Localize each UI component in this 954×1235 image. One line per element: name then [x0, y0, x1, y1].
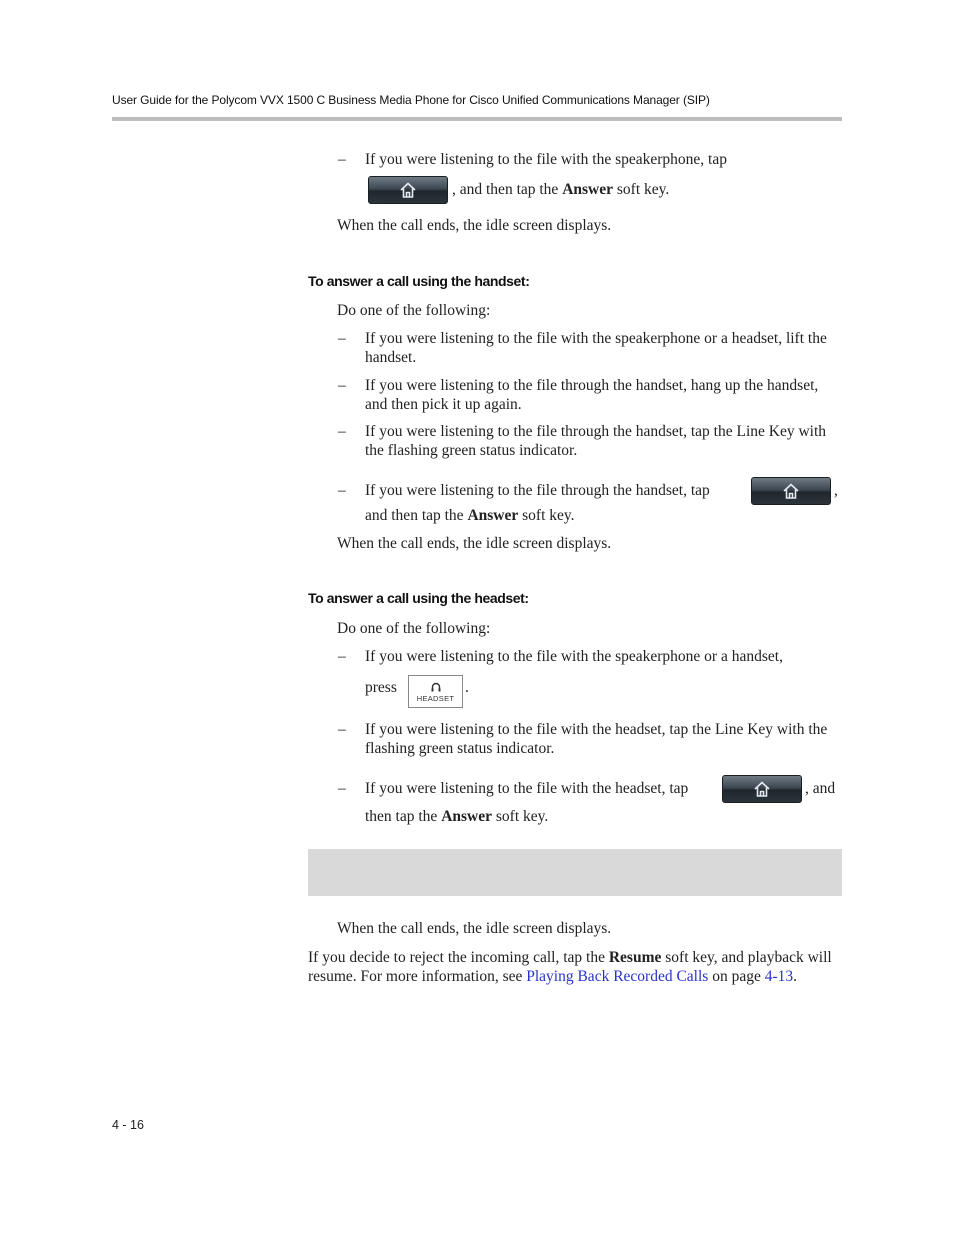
- headset-button-label: HEADSET: [416, 693, 455, 703]
- home-icon: [398, 181, 418, 199]
- list-item-continuation: , and then tap the Answer soft key.: [452, 181, 670, 198]
- bullet-dash: –: [338, 780, 346, 797]
- headset-button: [408, 675, 463, 708]
- home-button: [722, 775, 802, 803]
- list-item-continuation: and then tap the Answer soft key.: [365, 507, 575, 524]
- bullet-dash: –: [338, 377, 346, 394]
- paragraph: When the call ends, the idle screen displays.: [337, 217, 612, 234]
- bullet-dash: –: [338, 721, 346, 738]
- procedure-heading: To answer a call using the handset:: [308, 273, 530, 289]
- bullet-dash: –: [338, 423, 346, 440]
- list-item-continuation: press: [365, 679, 397, 696]
- list-item: If you were listening to the file through the handset, hang up the handset, and then pick it up again.: [365, 377, 819, 413]
- list-item: If you were listening to the file with the headset, tap the Line Key with the flashing green status indicator.: [365, 721, 828, 757]
- list-item: If you were listening to the file with the speakerphone or a handset,: [365, 648, 783, 665]
- paragraph: Do one of the following:: [337, 302, 491, 319]
- punctuation: .: [465, 679, 469, 696]
- headset-icon: [430, 681, 442, 693]
- list-item-continuation: , and: [805, 780, 836, 797]
- bullet-dash: –: [338, 330, 346, 347]
- bullet-dash: –: [338, 151, 346, 168]
- list-item: If you were listening to the file with the headset, tap: [365, 780, 689, 797]
- list-item: If you were listening to the file through the handset, tap: [365, 482, 710, 499]
- list-item: If you were listening to the file with the speakerphone, tap: [365, 151, 727, 168]
- paragraph: When the call ends, the idle screen displays.: [337, 920, 612, 937]
- home-button: [751, 477, 831, 505]
- list-item: If you were listening to the file through the handset, tap the Line Key with the flashing green status indicator.: [365, 423, 827, 459]
- paragraph: Do one of the following:: [337, 620, 491, 637]
- list-item: If you were listening to the file with the speakerphone or a headset, lift the handset.: [365, 330, 827, 366]
- link-page-4-13[interactable]: 4-13: [764, 968, 794, 985]
- header-rule: [112, 117, 842, 121]
- punctuation: ,: [834, 482, 838, 499]
- home-icon: [781, 482, 801, 500]
- paragraph: When the call ends, the idle screen displays.: [337, 535, 612, 552]
- page-number: 4 - 16: [112, 1118, 144, 1132]
- note-box: [308, 849, 842, 896]
- bullet-dash: –: [338, 648, 346, 665]
- bullet-dash: –: [338, 482, 346, 499]
- home-icon: [752, 780, 772, 798]
- list-item-continuation: then tap the Answer soft key.: [365, 808, 549, 825]
- home-button: [368, 176, 448, 204]
- procedure-heading: To answer a call using the headset:: [308, 590, 529, 606]
- link-playing-back-recorded-calls[interactable]: Playing Back Recorded Calls: [526, 968, 709, 985]
- paragraph-reject: If you decide to reject the incoming call, tap the Resume soft key, and playback will resume. For more information, see Playing Back Recorded Calls on page 4-13.: [308, 949, 832, 985]
- running-header: User Guide for the Polycom VVX 1500 C Business Media Phone for Cisco Unified Communications Manager (SIP): [112, 93, 710, 107]
